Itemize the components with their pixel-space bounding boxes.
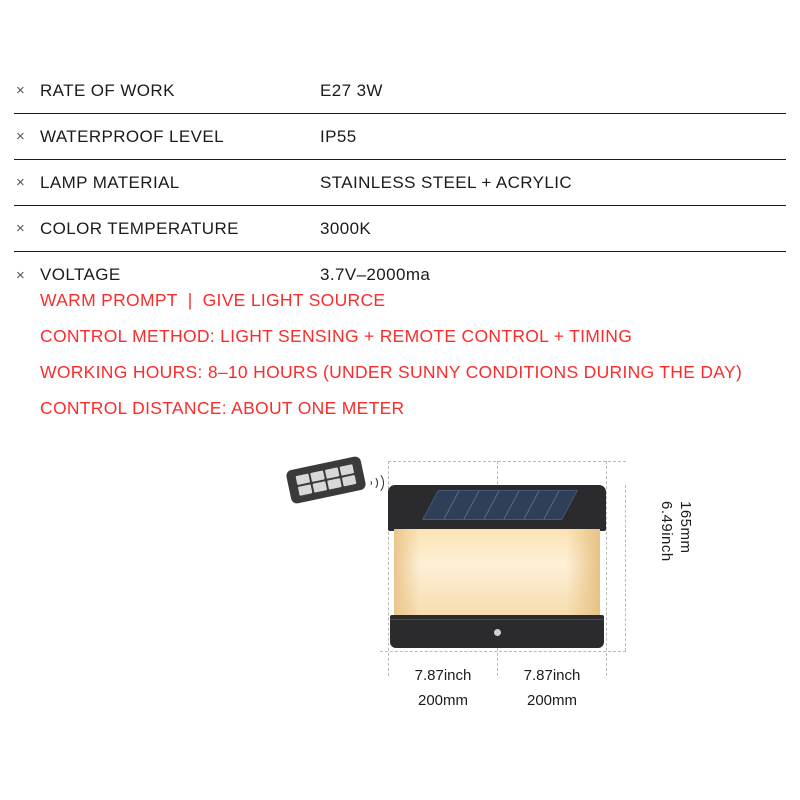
bullet-x-icon: ×: [16, 128, 25, 145]
prompt-separator: |: [187, 290, 193, 310]
lamp-base-seam: [390, 619, 604, 620]
remote-button: [325, 467, 340, 479]
specification-table: [14, 68, 786, 298]
table-row: [14, 68, 786, 114]
right-width-mm-label: 200mm: [526, 692, 578, 709]
left-width-inch-label: 7.87inch: [414, 667, 472, 684]
remote-control: [288, 457, 372, 503]
prompt-line-warm: [40, 290, 780, 311]
remote-button: [313, 481, 328, 493]
spec-label: RATE OF WORK: [40, 80, 175, 100]
table-row: [14, 206, 786, 252]
bullet-x-icon: ×: [16, 82, 25, 99]
remote-button: [342, 475, 357, 487]
remote-button: [310, 470, 325, 482]
remote-body: [285, 455, 366, 504]
left-width-mm-label: 200mm: [417, 692, 469, 709]
lamp-acrylic-body: [394, 529, 600, 617]
signal-wave-icon: [366, 473, 384, 493]
table-row: [14, 160, 786, 206]
spec-label: COLOR TEMPERATURE: [40, 218, 239, 238]
width-dimension-left: [388, 663, 498, 713]
spec-label: LAMP MATERIAL: [40, 172, 180, 192]
height-dimension: [658, 501, 694, 562]
lamp-top-housing: [388, 485, 606, 531]
prompt-line-control-method: CONTROL METHOD: LIGHT SENSING + REMOTE CONTROL + TIMING: [40, 326, 633, 346]
remote-button: [340, 464, 355, 476]
lamp-product-image: [388, 485, 606, 650]
spec-value: IP55: [320, 126, 357, 146]
bullet-x-icon: ×: [16, 174, 25, 191]
remote-button: [327, 478, 342, 490]
right-width-inch-label: 7.87inch: [523, 667, 581, 684]
bullet-x-icon: ×: [16, 266, 25, 284]
warm-prompt-block: [40, 290, 780, 434]
bullet-x-icon: ×: [16, 220, 25, 237]
prompt-line-working-hours: WORKING HOURS: 8–10 HOURS (UNDER SUNNY CONDITIONS DURING THE DAY): [40, 362, 743, 382]
guide-line-right: [606, 461, 607, 676]
warm-prompt-label: WARM PROMPT: [40, 290, 178, 310]
product-illustration: [280, 455, 700, 725]
height-mm-label: 165mm: [677, 501, 694, 554]
guide-line-height: [625, 485, 626, 651]
remote-buttons: [296, 464, 357, 496]
lamp-body-shading-right: [566, 529, 600, 617]
spec-label: VOLTAGE: [40, 265, 121, 284]
solar-panel: [422, 490, 578, 520]
spec-value: 3.7V–2000ma: [320, 265, 431, 284]
prompt-line-control-distance: CONTROL DISTANCE: ABOUT ONE METER: [40, 398, 405, 418]
guide-line-bottom: [380, 651, 626, 652]
spec-value: E27 3W: [320, 80, 383, 100]
width-dimension-right: [497, 663, 607, 713]
spec-value: 3000K: [320, 218, 372, 238]
lamp-body-shading-left: [394, 529, 420, 617]
lamp-base: [390, 615, 604, 648]
guide-line-top: [388, 461, 626, 462]
remote-button: [296, 474, 311, 486]
height-inch-label: 6.49inch: [658, 501, 675, 562]
give-light-source-label: GIVE LIGHT SOURCE: [202, 290, 386, 310]
lamp-sensor-dot: [494, 629, 501, 636]
spec-label: WATERPROOF LEVEL: [40, 126, 224, 146]
spec-value: STAINLESS STEEL + ACRYLIC: [320, 172, 573, 192]
remote-button: [298, 484, 313, 496]
table-row: [14, 114, 786, 160]
